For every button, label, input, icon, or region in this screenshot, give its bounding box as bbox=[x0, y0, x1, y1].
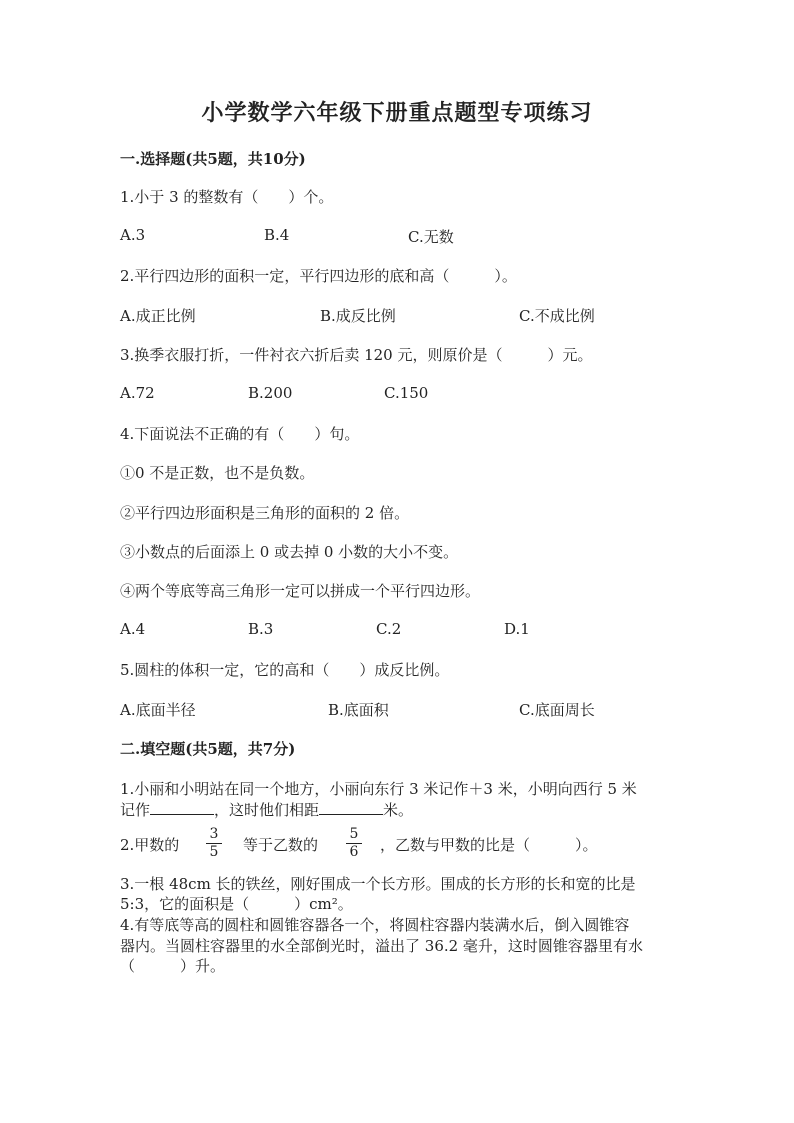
q4-statement-4: ④两个等底等高三角形一定可以拼成一个平行四边形。 bbox=[120, 582, 481, 600]
fill-question-1-line1: 1.小丽和小明站在同一个地方，小丽向东行 3 米记作＋3 米，小明向西行 5 米 bbox=[120, 780, 637, 798]
fraction2-numerator: 5 bbox=[346, 826, 362, 844]
q5-option-b: B.底面积 bbox=[328, 701, 389, 719]
q4-option-c: C.2 bbox=[376, 620, 402, 638]
q4-option-b: B.3 bbox=[248, 620, 274, 638]
fraction1-numerator: 3 bbox=[206, 826, 222, 844]
fill-q1-blank-1 bbox=[150, 800, 214, 815]
q1-option-b: B.4 bbox=[264, 226, 290, 244]
q2-option-a: A.成正比例 bbox=[120, 307, 196, 325]
q1-option-a: A.3 bbox=[120, 226, 146, 244]
fill-question-2-part-a: 2.甲数的 bbox=[120, 836, 180, 854]
q5-option-c: C.底面周长 bbox=[519, 701, 595, 719]
page-title: 小学数学六年级下册重点题型专项练习 bbox=[201, 100, 593, 126]
fraction-five-sixths bbox=[346, 826, 362, 861]
q3-option-a: A.72 bbox=[120, 384, 155, 402]
section2-heading: 二.填空题(共5题，共7分) bbox=[120, 740, 296, 758]
question-5: 5.圆柱的体积一定，它的高和（ ）成反比例。 bbox=[120, 661, 450, 679]
fill-question-3-line1: 3.一根 48cm 长的铁丝，刚好围成一个长方形。围成的长方形的长和宽的比是 bbox=[120, 875, 636, 893]
question-3: 3.换季衣服打折，一件衬衣六折后卖 120 元，则原价是（ ）元。 bbox=[120, 346, 593, 364]
q4-option-a: A.4 bbox=[120, 620, 146, 638]
fraction1-denominator: 5 bbox=[209, 844, 219, 860]
q5-option-a: A.底面半径 bbox=[120, 701, 196, 719]
fill-q1-text-a: 记作 bbox=[120, 801, 151, 819]
q2-option-c: C.不成比例 bbox=[519, 307, 595, 325]
question-1: 1.小于 3 的整数有（ ）个。 bbox=[120, 188, 334, 206]
fraction2-denominator: 6 bbox=[349, 844, 359, 860]
fill-question-4-line1: 4.有等底等高的圆柱和圆锥容器各一个，将圆柱容器内装满水后，倒入圆锥容 bbox=[120, 916, 630, 934]
fill-question-2-part-c: ，乙数与甲数的比是（ ）。 bbox=[380, 836, 598, 854]
fill-q1-blank-2 bbox=[319, 800, 383, 815]
fill-question-4-line2: 器内。当圆柱容器里的水全部倒光时，溢出了 36.2 毫升，这时圆锥容器里有水 bbox=[120, 937, 643, 955]
q4-statement-3: ③小数点的后面添上 0 或去掉 0 小数的大小不变。 bbox=[120, 543, 459, 561]
question-2: 2.平行四边形的面积一定，平行四边形的底和高（ ）。 bbox=[120, 267, 517, 285]
section1-heading: 一.选择题(共5题，共10分) bbox=[120, 150, 306, 168]
q3-option-b: B.200 bbox=[248, 384, 293, 402]
fill-question-1-line2 bbox=[120, 799, 413, 820]
fill-q1-text-b: ，这时他们相距 bbox=[214, 801, 320, 819]
fill-question-4-line3: （ ）升。 bbox=[120, 957, 226, 975]
fraction-three-fifths bbox=[206, 826, 222, 861]
q3-option-c: C.150 bbox=[384, 384, 429, 402]
q2-option-b: B.成反比例 bbox=[320, 307, 396, 325]
question-4: 4.下面说法不正确的有（ ）句。 bbox=[120, 425, 360, 443]
fill-question-3-line2: 5:3，它的面积是（ ）cm²。 bbox=[120, 895, 353, 913]
q4-statement-2: ②平行四边形面积是三角形的面积的 2 倍。 bbox=[120, 504, 410, 522]
fill-q1-text-c: 米。 bbox=[383, 801, 414, 819]
fill-question-2-part-b: 等于乙数的 bbox=[243, 836, 319, 854]
q4-option-d: D.1 bbox=[504, 620, 530, 638]
q1-option-c: C.无数 bbox=[408, 228, 454, 246]
q4-statement-1: ①0 不是正数，也不是负数。 bbox=[120, 464, 315, 482]
